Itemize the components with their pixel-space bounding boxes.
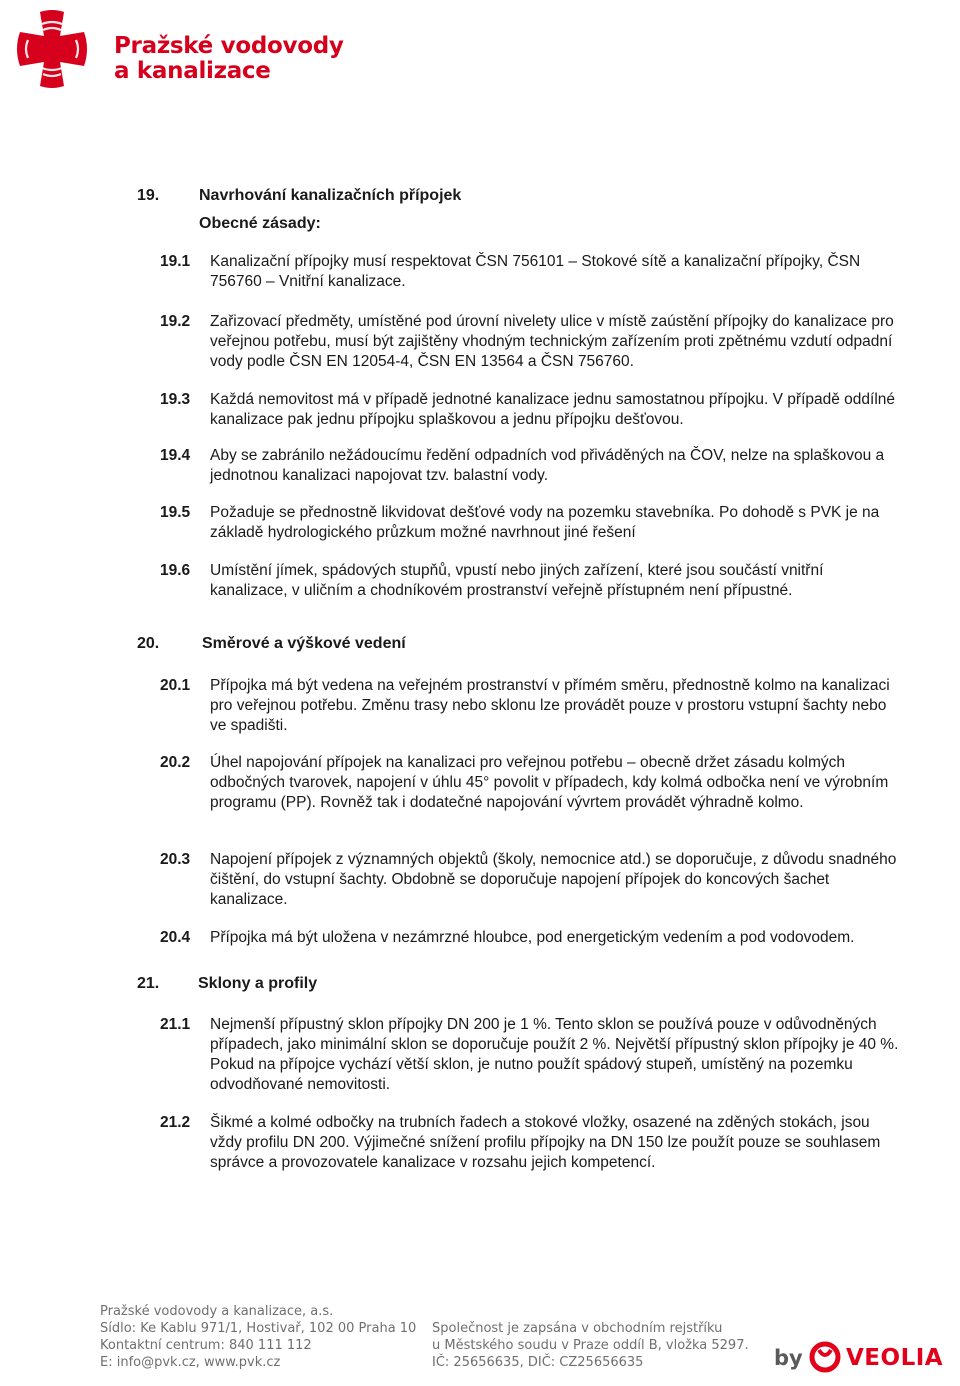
footer-registry-line-2: u Městského soudu v Praze oddíl B, vložka 5297. [432, 1338, 749, 1353]
logo-line-1: Pražské vodovody [114, 33, 344, 59]
footer-contact-center: Kontaktní centrum: 840 111 112 [100, 1338, 312, 1353]
paragraph-number: 19.1 [160, 253, 191, 270]
paragraph-number: 21.1 [160, 1016, 191, 1033]
footer-company-name: Pražské vodovody a kanalizace, a.s. [100, 1304, 334, 1319]
paragraph-number: 20.4 [160, 929, 191, 946]
section-title: Směrové a výškové vedení [202, 635, 406, 652]
paragraph-number: 21.2 [160, 1114, 191, 1131]
pvk-cross-icon [12, 10, 92, 88]
footer-registry-line-1: Společnost je zapsána v obchodním rejstříku [432, 1321, 723, 1336]
paragraph-text: Úhel napojování přípojek na kanalizaci pro veřejnou potřebu – obecně držet zásadu kolmých odbočných tvarovek, napojení v úhlu 45° povolit v případech, kdy kolmá odbočka není ve výrobním programu (PP). Rovněž tak i dodatečné napojování vývrtem provádět výhradně kolmo. [210, 754, 889, 811]
section-title: Navrhování kanalizačních přípojek [199, 187, 462, 204]
section-number: 21. [137, 975, 160, 992]
paragraph-text: Kanalizační přípojky musí respektovat ČSN 756101 – Stokové sítě a kanalizační přípojky, ČSN 756760 – Vnitřní kanalizace. [210, 253, 861, 290]
section-heading-20 [137, 634, 737, 654]
company-logo [12, 10, 344, 88]
veolia-mark-icon [808, 1340, 842, 1374]
footer-company-info [100, 1303, 416, 1371]
section-number: 20. [137, 635, 160, 652]
section-heading-19 [137, 186, 737, 206]
section-subtitle [199, 214, 499, 234]
footer-ids: IČ: 25656635, DIČ: CZ25656635 [432, 1355, 644, 1370]
veolia-name: VEOLIA [846, 1345, 944, 1371]
paragraph-text: Zařizovací předměty, umístěné pod úrovní nivelety ulice v místě zaústění přípojky do kanalizace pro veřejnou potřebu, musí být zajištěny vhodným technickým zařízením proti zpětnému vzdutí odpadní vody podle ČSN EN 12054-4, ČSN EN 13564 a ČSN 756760. [210, 313, 894, 370]
paragraph-number: 19.2 [160, 313, 191, 330]
paragraph-text: Umístění jímek, spádových stupňů, vpustí nebo jiných zařízení, které jsou součástí vnitřní kanalizace, v uličním a chodníkovém prostranství veřejně přístupném není přípustné. [210, 562, 824, 599]
paragraph-number: 20.3 [160, 851, 191, 868]
paragraph-number: 19.3 [160, 391, 191, 408]
paragraph-text: Přípojka má být vedena na veřejném prostranství v přímém směru, přednostně kolmo na kanalizaci pro veřejnou potřebu. Změnu trasy nebo sklonu lze provádět pouze v prostoru vstupní šachty nebo ve spadišti. [210, 677, 890, 734]
paragraph-number: 19.6 [160, 562, 191, 579]
paragraph-text: Každá nemovitost má v případě jednotné kanalizace jednu samostatnou přípojku. V případě oddílné kanalizace pak jednu přípojku splaškovou a jednu přípojku dešťovou. [210, 391, 896, 428]
veolia-logo [772, 1338, 952, 1378]
paragraph-text: Šikmé a kolmé odbočky na trubních řadech a stokové vložky, osazené na zděných stokách, jsou vždy profilu DN 200. Výjimečné snížení profilu přípojky na DN 150 lze použít pouze se souhlasem správce a provozovatele kanalizace v rozsahu jejich kompetencí. [210, 1114, 881, 1171]
logo-line-2: a kanalizace [114, 58, 271, 84]
paragraph-number: 20.1 [160, 677, 191, 694]
veolia-by-text: by [774, 1346, 803, 1370]
section-number: 19. [137, 187, 160, 204]
paragraph-number: 19.5 [160, 504, 191, 521]
paragraph-text: Požaduje se přednostně likvidovat dešťové vody na pozemku stavebníka. Po dohodě s PVK je na základě hydrologického průzkum možné navrhnout jiné řešení [210, 504, 880, 541]
paragraph-text: Přípojka má být uložena v nezámrzné hloubce, pod energetickým vedením a pod vodovodem. [210, 929, 855, 946]
footer-email-web: E: info@pvk.cz, www.pvk.cz [100, 1355, 281, 1370]
footer-address: Sídlo: Ke Kablu 971/1, Hostivař, 102 00 Praha 10 [100, 1321, 417, 1336]
paragraph-text: Nejmenší přípustný sklon přípojky DN 200 je 1 %. Tento sklon se používá pouze v odůvodněných případech, jako minimální sklon se doporučuje použít 2 %. Největší přípustný sklon přípojky je 40 %. Pokud na přípojce vychází větší sklon, je nutno použít spádový stupeň, umístěný na pozemku odvodňované nemovitosti. [210, 1016, 899, 1093]
paragraph-text: Aby se zabránilo nežádoucímu ředění odpadních vod přiváděných na ČOV, nelze na splaškovou a jednotnou kanalizaci napojovat tzv. balastní vody. [210, 447, 885, 484]
footer-registry-info [432, 1320, 749, 1371]
paragraph-number: 19.4 [160, 447, 191, 464]
paragraph-number: 20.2 [160, 754, 191, 771]
subtitle-text: Obecné zásady: [199, 215, 321, 232]
section-heading-21 [137, 974, 737, 994]
section-title: Sklony a profily [198, 975, 318, 992]
paragraph-text: Napojení přípojek z významných objektů (školy, nemocnice atd.) se doporučuje, z důvodu snadného čištění, do vstupní šachty. Obdobně se doporučuje napojení přípojek do koncových šachet kanalizace. [210, 851, 897, 908]
